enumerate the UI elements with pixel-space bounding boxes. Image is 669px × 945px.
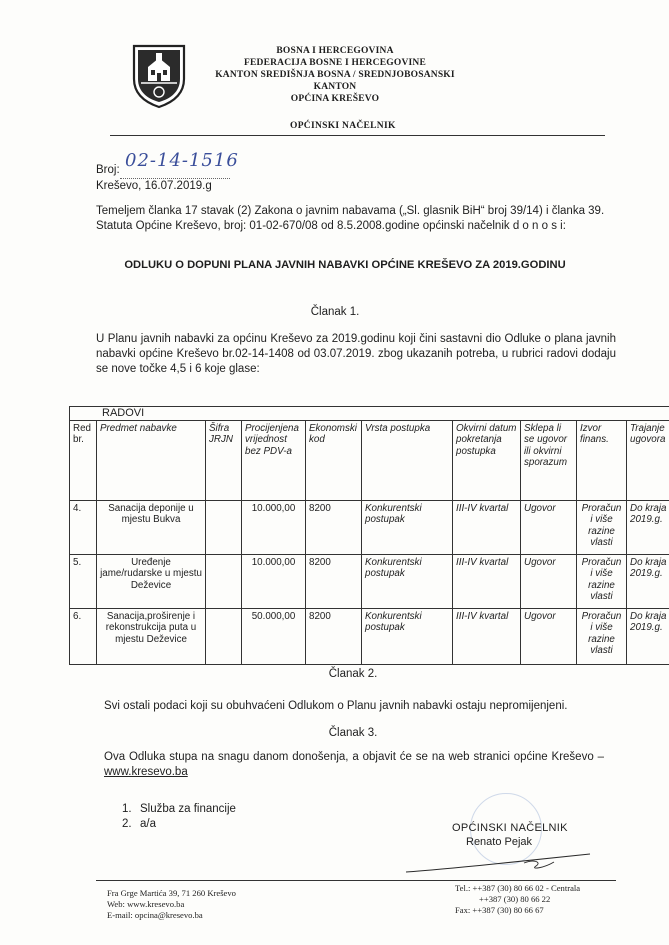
column-header: Procijenjena vrijednost bez PDV-a [242,420,306,500]
column-header: Okvirni datum pokretanja postupka [453,420,521,500]
column-header: Predmet nabavke [97,420,206,500]
row-value: 50.000,00 [242,608,306,664]
row-number: 5. [70,554,97,608]
table-row [70,608,669,664]
row-procedure: Konkurentski postupak [362,608,453,664]
row-code [206,608,242,664]
list-item-text: a/a [140,818,156,830]
row-number: 4. [70,500,97,554]
handwritten-signature [404,850,594,878]
footer-contact-right [455,883,580,916]
list-item [122,802,236,817]
row-econ-code: 8200 [306,554,362,608]
row-contract: Ugovor [521,500,577,554]
row-number: 6. [70,608,97,664]
article-3-text [104,750,604,780]
row-econ-code: 8200 [306,500,362,554]
row-procedure: Konkurentski postupak [362,554,453,608]
article-1-text: U Planu javnih nabavki za općinu Kreševo za 2019.godinu koji čini sastavni dio Odluke o plana javnih nabavki općine Kreševo br.02-14-1408 od 03.07.2019. zbog ukazanih potreba, u rubrici radovi dodaju se nove točke 4,5 i 6 koje glase: [96,333,616,375]
column-header: Izvor finans. [577,420,627,500]
row-code [206,554,242,608]
footer-address: Fra Grge Martića 39, 71 260 Kreševo [107,888,236,898]
table-row [70,554,669,608]
footer-web[interactable]: Web: www.kresevo.ba [107,899,185,909]
row-value: 10.000,00 [242,554,306,608]
header-line: KANTON SREDIŠNJA BOSNA / SREDNJOBOSANSKI KANTON [215,70,455,92]
row-procedure: Konkurentski postupak [362,500,453,554]
distribution-list [122,802,236,832]
article-2-heading: Članak 2. [328,668,378,680]
row-duration: Do kraja 2019.g. [627,500,669,554]
row-subject: Sanacija,proširenje i rekonstrukcija puta u mjestu Deževice [97,608,206,664]
list-item [122,817,236,832]
row-duration: Do kraja 2019.g. [627,608,669,664]
column-header: Vrsta postupka [362,420,453,500]
footer-fax: Fax: ++387 (30) 80 66 67 [455,905,544,915]
row-value: 10.000,00 [242,500,306,554]
footer-contact-left [107,888,236,921]
row-code [206,500,242,554]
website-link[interactable]: www.kresevo.ba [104,766,188,778]
column-header: Red br. [70,420,97,500]
preamble-text: Temeljem članka 17 stavak (2) Zakona o javnim nabavama („Sl. glasnik BiH“ broj 39/14) i članka 39. Statuta Općine Kreševo, broj: 01-02-670/08 od 8.5.2008.godine općinski načelnik d o n o s i: [96,205,605,232]
header-line: FEDERACIJA BOSNE I HERCEGOVINE [243,58,427,68]
header-line: BOSNA I HERCEGOVINA [276,46,394,56]
row-econ-code: 8200 [306,608,362,664]
row-subject: Sanacija deponije u mjestu Bukva [97,500,206,554]
footer-email[interactable]: E-mail: opcina@kresevo.ba [107,910,203,920]
signature-title: OPĆINSKI NAČELNIK [452,822,568,834]
column-header: Sklepa li se ugovor ili okvirni sporazum [521,420,577,500]
signature-name: Renato Pejak [466,836,533,848]
row-duration: Do kraja 2019.g. [627,554,669,608]
table-section-title: RADOVI [70,407,669,421]
municipality-crest-icon [131,43,187,109]
footer-phone-1: Tel.: ++387 (30) 80 66 02 - Centrala [455,883,581,893]
reference-label: Broj: [96,164,120,176]
row-contract: Ugovor [521,554,577,608]
column-header: Trajanje ugovora [627,420,669,500]
article-3-heading: Članak 3. [328,727,378,739]
reference-number: 02-14-1516 [125,150,239,171]
header-divider [110,135,605,136]
row-date: III-IV kvartal [453,500,521,554]
row-date: III-IV kvartal [453,554,521,608]
row-subject: Uređenje jame/rudarske u mjestu Deževice [97,554,206,608]
list-item-number: 1. [122,803,132,815]
list-item-number: 2. [122,818,132,830]
table-row [70,500,669,554]
reference-underline [120,178,230,179]
procurement-table [69,406,669,665]
document-date: Kreševo, 16.07.2019.g [96,180,212,192]
row-source: Proračun i više razine vlasti [577,608,627,664]
table-header-row [70,420,669,500]
row-source: Proračun i više razine vlasti [577,554,627,608]
footer-phone-2: ++387 (30) 80 66 22 [479,894,551,904]
column-header: Ekonomski kod [306,420,362,500]
row-date: III-IV kvartal [453,608,521,664]
article-1-heading: Članak 1. [310,306,360,318]
article-3-body: Ova Odluka stupa na snagu danom donošenja, a objavit će se na web stranici općine Kreševo – [104,751,604,763]
office-name: OPĆINSKI NAČELNIK [290,121,396,131]
row-contract: Ugovor [521,608,577,664]
header-line: OPĆINA KREŠEVO [290,94,380,104]
list-item-text: Služba za financije [140,803,236,815]
row-source: Proračun i više razine vlasti [577,500,627,554]
document-header [200,45,470,105]
document-title: ODLUKU O DOPUNI PLANA JAVNIH NABAVKI OPĆINE KREŠEVO ZA 2019.GODINU [124,259,566,271]
column-header: Šifra JRJN [206,420,242,500]
article-2-text: Svi ostali podaci koji su obuhvaćeni Odlukom o Planu javnih nabavki ostaju nepromijenjeni. [104,700,568,712]
footer-divider [96,880,616,881]
